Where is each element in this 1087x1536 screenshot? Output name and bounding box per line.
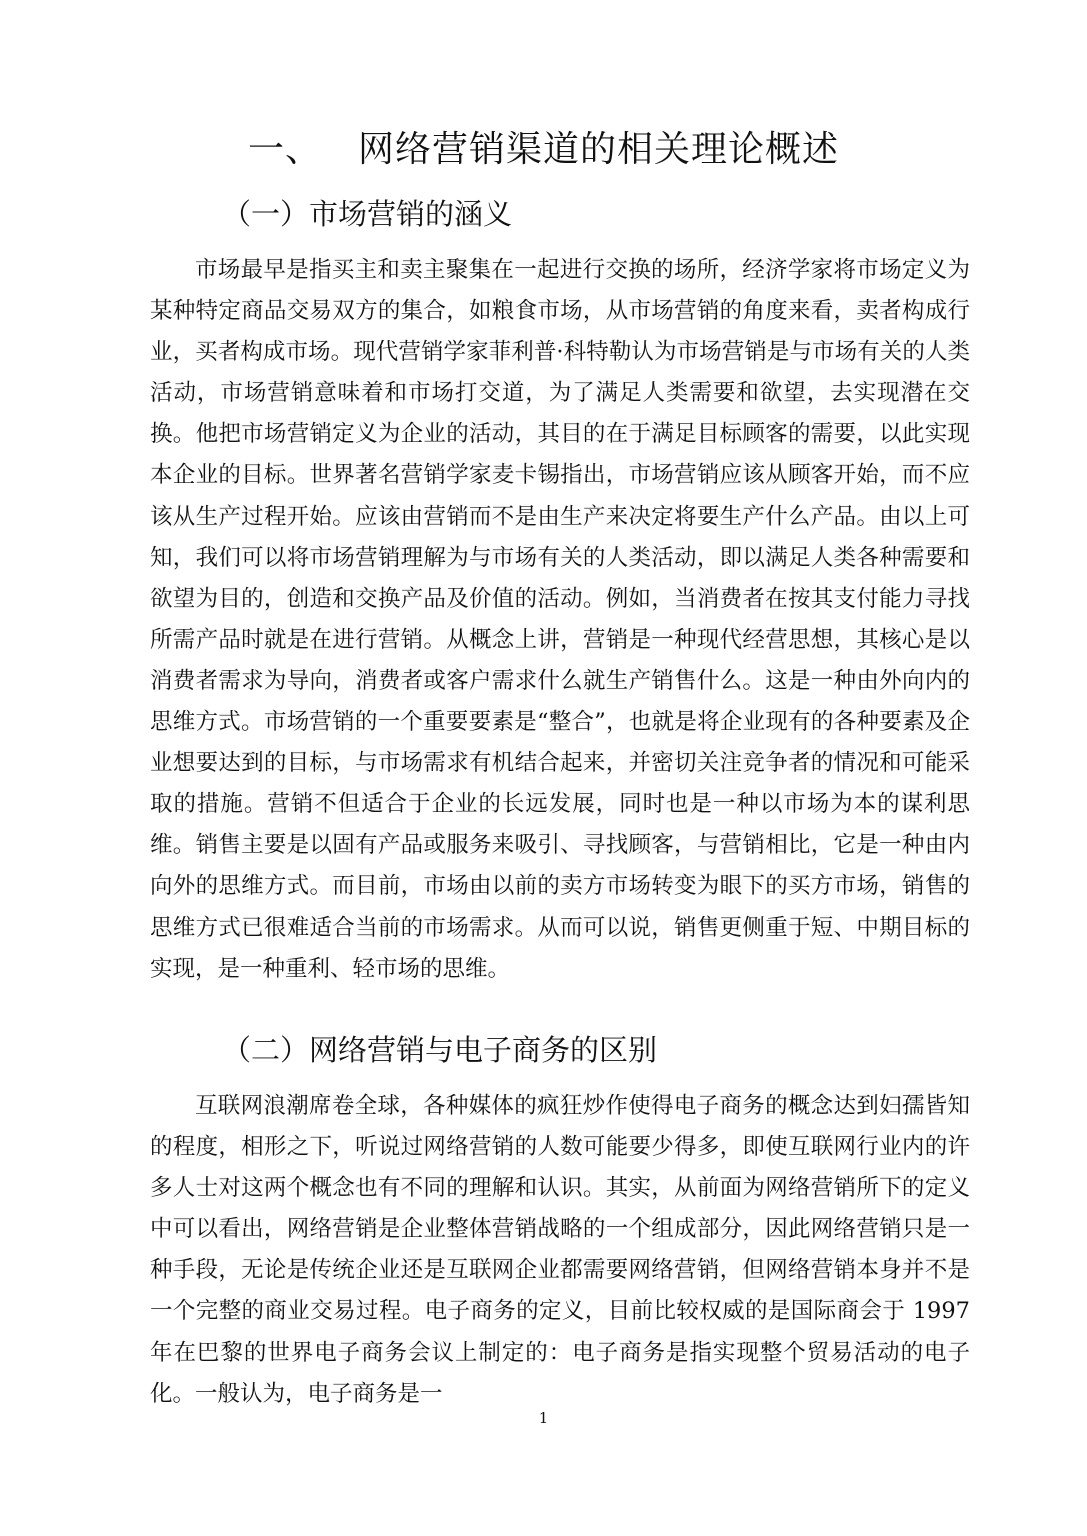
section-heading-1: （一）市场营销的涵义 (222, 197, 513, 231)
section-heading-2: （二）网络营销与电子商务的区别 (222, 1033, 658, 1067)
chapter-title (0, 126, 1087, 174)
section-2-paragraph: 互联网浪潮席卷全球，各种媒体的疯狂炒作使得电子商务的概念达到妇孺皆知的程度，相形之下，听说过网络营销的人数可能要少得多，即使互联网行业内的许多人士对这两个概念也有不同的理解和认识。其实，从前面为网络营销所下的定义中可以看出，网络营销是企业整体营销战略的一个组成部分，因此网络营销只是一种手段，无论是传统企业还是互联网企业都需要网络营销，但网络营销本身并不是一个完整的商业交易过程。电子商务的定义，目前比较权威的是国际商会于 1997 年在巴黎的世界电子商务会议上制定的：电子商务是指实现整个贸易活动的电子化。一般认为，电子商务是一 (150, 1093, 970, 1407)
section-1-paragraph: 市场最早是指买主和卖主聚集在一起进行交换的场所，经济学家将市场定义为某种特定商品交易双方的集合，如粮食市场，从市场营销的角度来看，卖者构成行业，买者构成市场。现代营销学家菲利普·科特勒认为市场营销是与市场有关的人类活动，市场营销意味着和市场打交道，为了满足人类需要和欲望，去实现潜在交换。他把市场营销定义为企业的活动，其目的在于满足目标顾客的需要，以此实现本企业的目标。世界著名营销学家麦卡锡指出，市场营销应该从顾客开始，而不应该从生产过程开始。应该由营销而不是由生产来决定将要生产什么产品。由以上可知，我们可以将市场营销理解为与市场有关的人类活动，即以满足人类各种需要和欲望为目的，创造和交换产品及价值的活动。例如，当消费者在按其支付能力寻找所需产品时就是在进行营销。从概念上讲，营销是一种现代经营思想，其核心是以消费者需求为导向，消费者或客户需求什么就生产销售什么。这是一种由外向内的思维方式。市场营销的一个重要要素是“整合”，也就是将企业现有的各种要素及企业想要达到的目标，与市场需求有机结合起来，并密切关注竞争者的情况和可能采取的措施。营销不但适合于企业的长远发展，同时也是一种以市场为本的谋利思维。销售主要是以固有产品或服务来吸引、寻找顾客，与营销相比，它是一种由内向外的思维方式。而目前，市场由以前的卖方市场转变为眼下的买方市场，销售的思维方式已很难适合当前的市场需求。从而可以说，销售更侧重于短、中期目标的实现，是一种重利、轻市场的思维。 (150, 257, 970, 982)
chapter-number: 一、 (247, 129, 322, 170)
chapter-title-text: 网络营销渠道的相关理论概述 (358, 129, 840, 170)
page-number: 1 (538, 1409, 549, 1427)
